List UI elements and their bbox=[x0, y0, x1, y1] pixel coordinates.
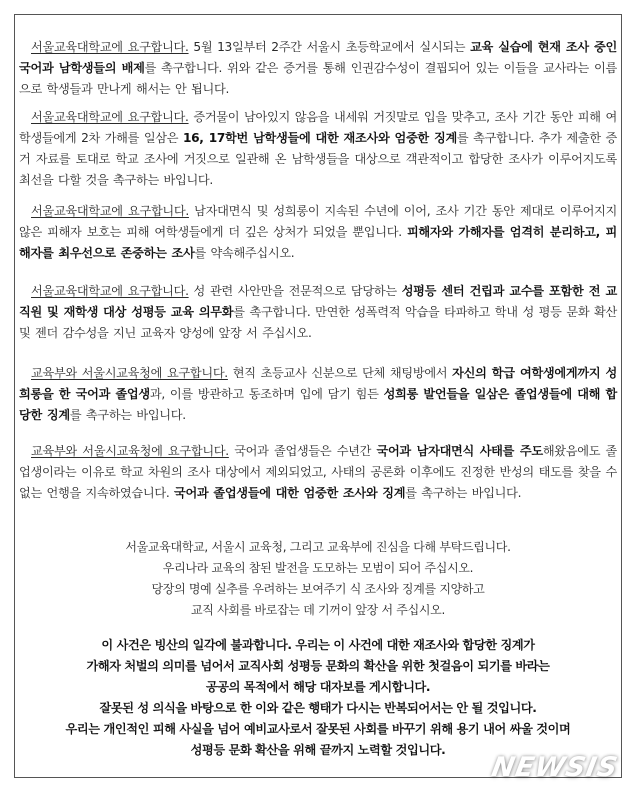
final-statement bbox=[15, 635, 621, 761]
final-line: 우리는 개인적인 피해 사실을 넘어 예비교사로서 잘못된 사회를 바꾸기 위해 용기 내어 싸울 것이며 bbox=[65, 722, 571, 736]
text-segment: 를 약속해주십시오. bbox=[194, 246, 295, 260]
demand-paragraph-6 bbox=[19, 441, 617, 504]
final-line: 이 사건은 빙산의 일각에 불과합니다. 우리는 이 사건에 대한 재조사와 합당한 징계가 bbox=[101, 638, 535, 652]
closing-appeal bbox=[15, 537, 621, 621]
poster-document bbox=[14, 14, 622, 778]
emphasis-segment: 교육 실습에 현재 조사 중인 국어과 남학생들의 배제 bbox=[19, 40, 617, 75]
text-segment: 국어과 졸업생들은 수년간 bbox=[228, 444, 377, 458]
emphasis-segment: 16, 17학번 남학생들에 대한 재조사와 엄중한 징계 bbox=[182, 131, 457, 145]
text-segment: 성 관련 사안만을 전문적으로 담당하는 bbox=[188, 284, 402, 298]
emphasis-segment: 성평등 센터 건립과 교수를 포함한 전 교직원 및 재학생 대상 성평등 교육 의무화 bbox=[19, 284, 617, 319]
text-segment: 남자대면식 및 성희롱이 지속된 수년에 이어, 조사 기간 동안 제대로 이루어지지 않은 피해자 보호는 피해 여학생들에게 더 깊은 상처가 되었을 뿐입니다. bbox=[19, 204, 617, 239]
final-line: 성평등 문화 확산을 위해 끝까지 노력할 것입니다. bbox=[190, 743, 446, 757]
demand-lead: 서울교육대학교에 요구합니다. bbox=[31, 284, 189, 298]
text-segment: 를 촉구합니다. 추가 제출한 증거 자료를 토대로 학교 조사에 거짓으로 일관해 온 남학생들을 대상으로 객관적이고 합당한 조사가 이루어지도록 최선을 다할 것을 촉구하는 바입니다. bbox=[19, 131, 617, 187]
text-segment: 증거물이 남아있지 않음을 내세워 거짓말로 입을 맞추고, 조사 기간 동안 피해 여학생들에게 2차 가해를 일삼은 bbox=[19, 110, 617, 145]
demand-paragraph-3 bbox=[19, 201, 617, 264]
final-line: 가해자 처벌의 의미를 넘어서 교직사회 성평등 문화의 확산을 위한 첫걸음이 되기를 바라는 bbox=[86, 659, 550, 673]
emphasis-segment: 성희롱 발언들을 일삼은 졸업생들에 대해 합당한 징계 bbox=[19, 387, 617, 422]
demand-lead: 서울교육대학교에 요구합니다. bbox=[31, 40, 189, 54]
closing-line: 당장의 명예 실추를 우려하는 보여주기 식 조사와 징계를 지양하고 bbox=[151, 582, 485, 596]
demand-paragraph-4 bbox=[19, 281, 617, 344]
text-segment: 를 촉구합니다. 만연한 성폭력적 악습을 타파하고 학내 성 평등 문화 확산 및 젠더 감수성을 지닌 교육자 양성에 앞장 서 주십시오. bbox=[19, 305, 617, 340]
final-line: 잘못된 성 의식을 바탕으로 한 이와 같은 행태가 다시는 반복되어서는 안 될 것입니다. bbox=[99, 701, 537, 715]
closing-line: 교직 사회를 바로잡는 데 기꺼이 앞장 서 주십시오. bbox=[191, 603, 445, 617]
closing-line: 서울교육대학교, 서울시 교육청, 그리고 교육부에 진심을 다해 부탁드립니다. bbox=[125, 540, 511, 554]
text-segment: 를 촉구합니다. 위와 같은 증거를 통해 인권감수성이 결핍되어 있는 이들을 교사라는 이름으로 학생들과 만나게 해서는 안 됩니다. bbox=[19, 61, 618, 96]
text-segment: 5월 13일부터 2주간 서울시 초등학교에서 실시되는 bbox=[188, 40, 471, 54]
emphasis-segment: 국어과 남자대면식 사태를 주도 bbox=[376, 444, 543, 458]
demand-paragraph-5 bbox=[19, 363, 617, 426]
demand-lead: 교육부와 서울시교육청에 요구합니다. bbox=[31, 366, 228, 380]
emphasis-segment: 국어과 졸업생들에 대한 엄중한 조사와 징계 bbox=[173, 486, 406, 500]
emphasis-segment: 자신의 학급 여학생에게까지 성희롱을 한 국어과 졸업생 bbox=[19, 366, 617, 401]
demand-lead: 서울교육대학교에 요구합니다. bbox=[31, 204, 189, 218]
emphasis-segment: 피해자와 가해자를 엄격히 분리하고, 피해자를 최우선으로 존중하는 조사 bbox=[19, 225, 617, 260]
closing-line: 우리나라 교육의 참된 발전을 도모하는 모범이 되어 주십시오. bbox=[162, 561, 474, 575]
text-segment: 해왔음에도 졸업생이라는 이유로 학교 차원의 조사 대상에서 제외되었고, 사태의 공론화 이후에도 진정한 반성의 태도를 찾을 수 없는 언행을 지속하였습니다. bbox=[19, 444, 618, 500]
text-segment: 과, 이를 방관하고 동조하며 입에 담기 힘든 bbox=[149, 387, 384, 401]
demand-paragraph-1 bbox=[19, 37, 617, 100]
text-segment: 현직 초등교사 신분으로 단체 채팅방에서 bbox=[227, 366, 453, 380]
demand-paragraph-2 bbox=[19, 107, 617, 191]
newsis-watermark-logo: NEWSIS bbox=[489, 752, 621, 783]
demand-lead: 서울교육대학교에 요구합니다. bbox=[31, 110, 189, 124]
text-segment: 를 촉구하는 바입니다. bbox=[405, 486, 522, 500]
demand-lead: 교육부와 서울시교육청에 요구합니다. bbox=[31, 444, 229, 458]
final-line: 공공의 목적에서 해당 대자보를 게시합니다. bbox=[205, 680, 431, 694]
text-segment: 를 촉구하는 바입니다. bbox=[69, 408, 186, 422]
